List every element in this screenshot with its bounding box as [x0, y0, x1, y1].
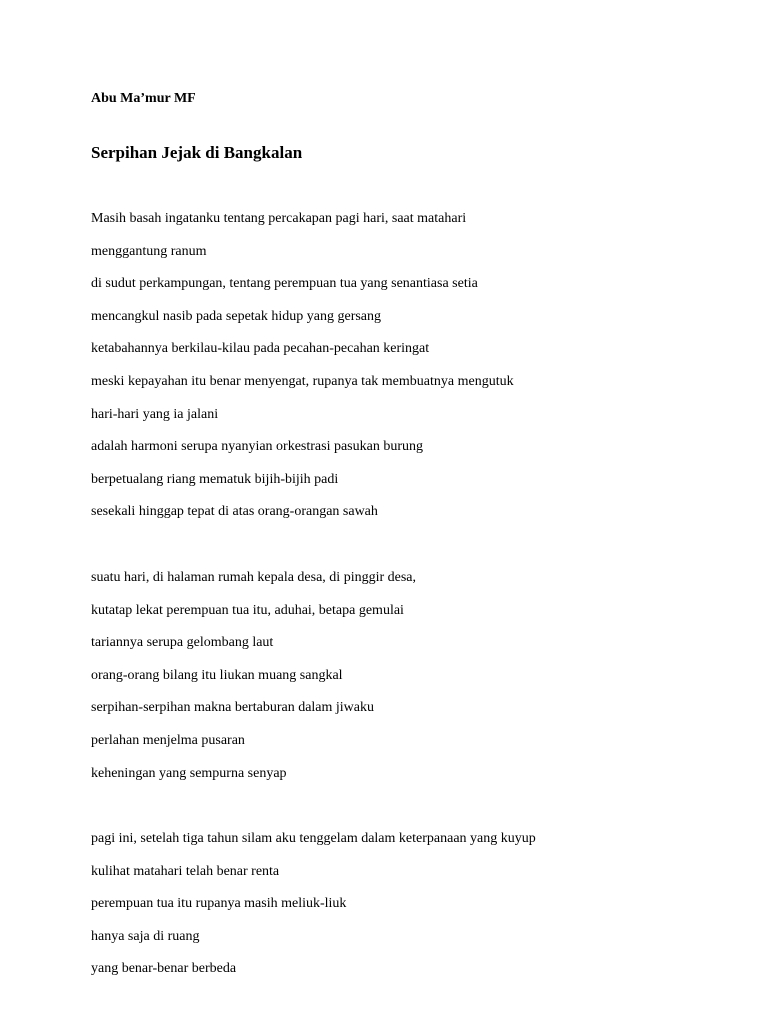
- poem-line: ketabahannya berkilau-kilau pada pecahan-pecahan keringat: [91, 341, 430, 357]
- poem-line: sesekali hinggap tepat di atas orang-orangan sawah: [91, 504, 378, 520]
- poem-line: serpihan-serpihan makna bertaburan dalam jiwaku: [91, 700, 375, 716]
- poem-title: Serpihan Jejak di Bangkalan: [91, 143, 303, 162]
- stanza-1: [91, 203, 514, 529]
- poem-line: hari-hari yang ia jalani: [91, 406, 219, 422]
- poem-line: menggantung ranum: [91, 243, 207, 259]
- poem-line: kutatap lekat perempuan tua itu, aduhai, betapa gemulai: [91, 602, 404, 618]
- poem-line: mencangkul nasib pada sepetak hidup yang gersang: [91, 308, 382, 324]
- poem-line: pagi ini, setelah tiga tahun silam aku tenggelam dalam keterpanaan yang kuyup: [91, 831, 536, 846]
- poem-line: yang benar-benar berbeda: [91, 961, 237, 977]
- poem-line: perlahan menjelma pusaran: [91, 732, 245, 748]
- poem-line: di sudut perkampungan, tentang perempuan tua yang senantiasa setia: [91, 276, 478, 292]
- stanza-3: [91, 823, 536, 986]
- poem-line: kulihat matahari telah benar renta: [91, 863, 280, 879]
- poem-line: adalah harmoni serupa nyanyian orkestrasi pasukan burung: [91, 439, 424, 455]
- poem-line: perempuan tua itu rupanya masih meliuk-liuk: [91, 896, 347, 912]
- poem-line: orang-orang bilang itu liukan muang sangkal: [91, 667, 343, 683]
- poem-line: hanya saja di ruang: [91, 928, 200, 944]
- stanza-2: [91, 562, 416, 790]
- poem-line: meski kepayahan itu benar menyengat, rupanya tak membuatnya mengutuk: [91, 373, 514, 389]
- poem-line: suatu hari, di halaman rumah kepala desa, di pinggir desa,: [91, 570, 417, 585]
- poem-line: Masih basah ingatanku tentang percakapan pagi hari, saat matahari: [91, 211, 467, 226]
- author-name: Abu Ma’mur MF: [91, 91, 196, 106]
- poem-line: keheningan yang sempurna senyap: [91, 765, 287, 781]
- poem-line: tariannya serupa gelombang laut: [91, 635, 274, 651]
- poem-line: berpetualang riang mematuk bijih-bijih padi: [91, 471, 339, 487]
